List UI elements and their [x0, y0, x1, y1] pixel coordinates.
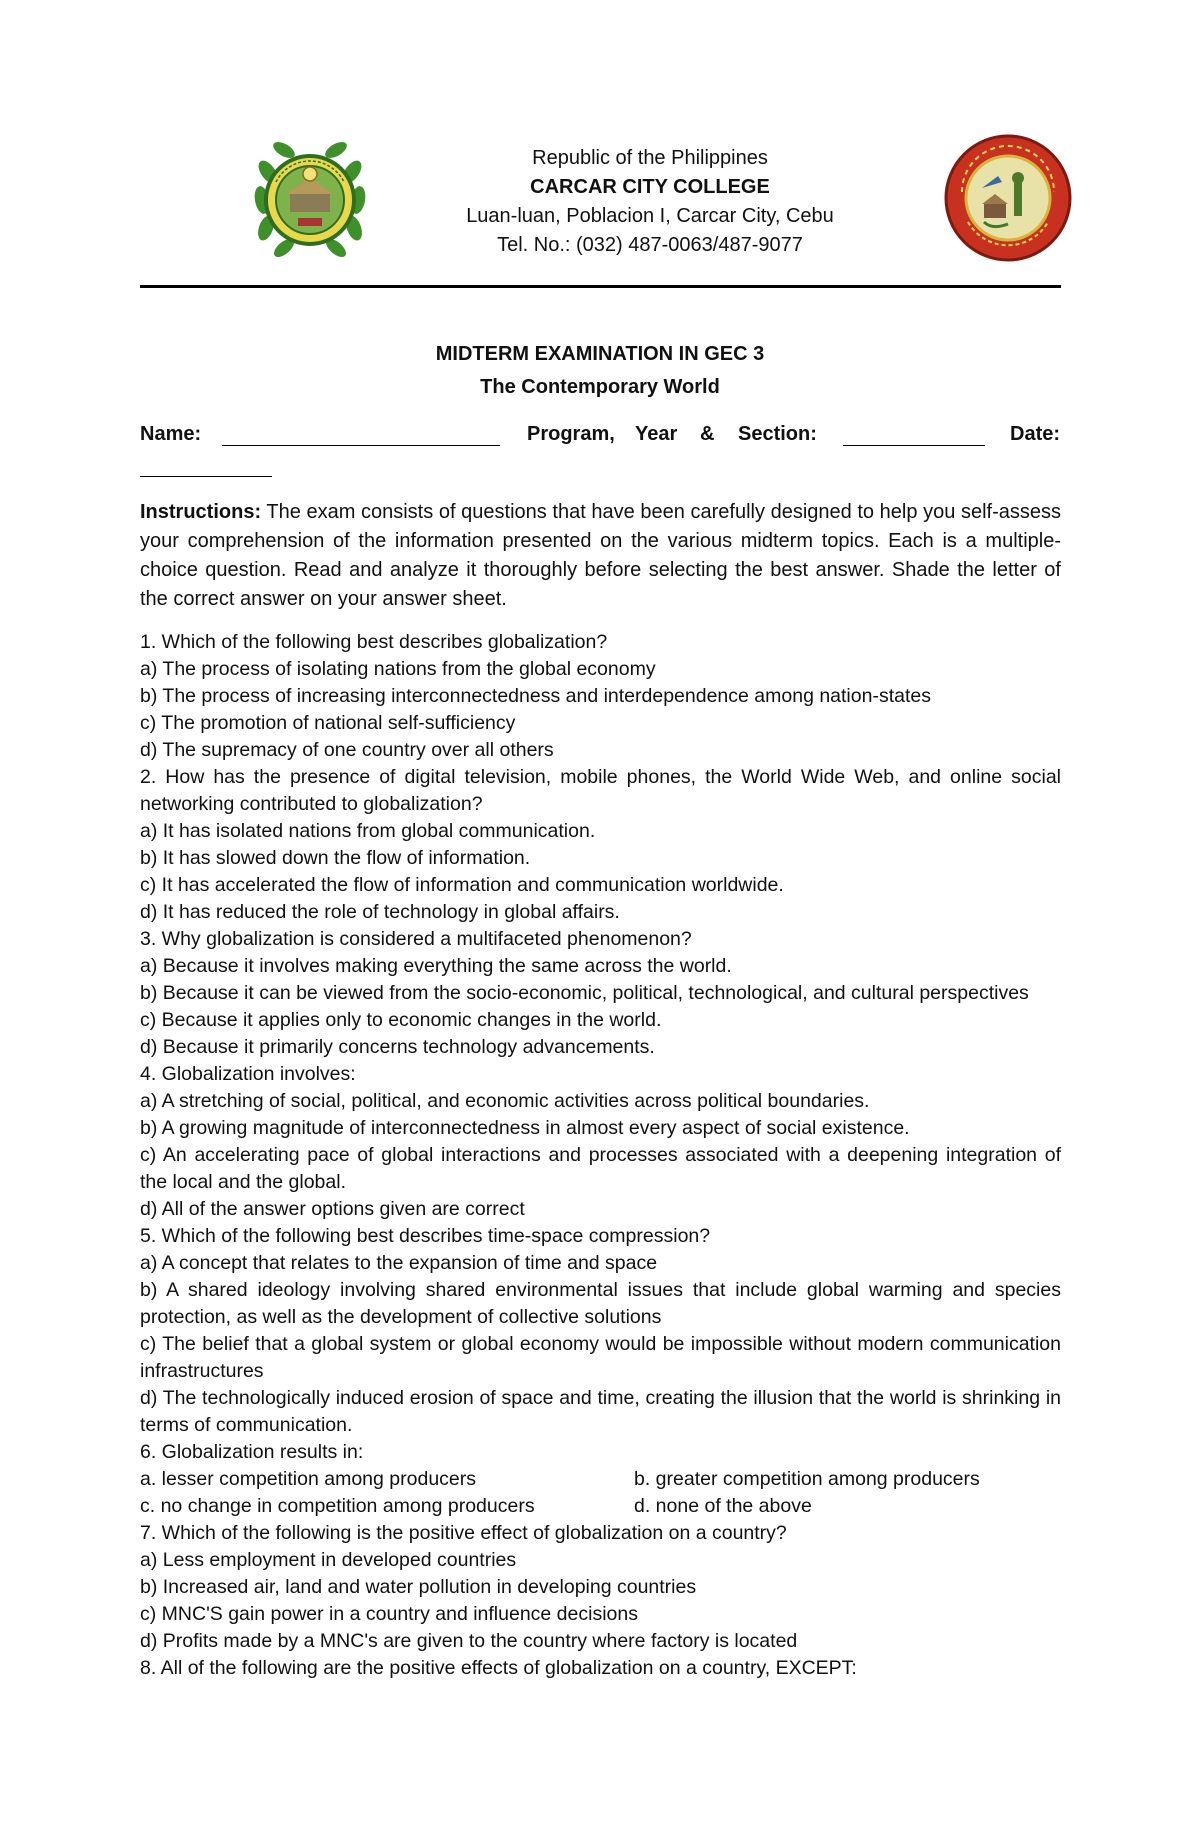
exam-subtitle: The Contemporary World — [480, 376, 720, 398]
instructions-text: The exam consists of questions that have been carefully designed to help you self-assess your comprehension of the information presented on the various midterm topics. Each is a multiple-choice question. Read and analyze it thoroughly before selecting the best answer. Shade the letter of the correct answer on your answer sheet. — [140, 501, 1061, 610]
option-7c: c) MNC'S gain power in a country and influence decisions — [140, 1603, 638, 1625]
question-5: 5. Which of the following best describes time-space compression? — [140, 1225, 711, 1247]
option-5c: c) The belief that a global system or global economy would be impossible without modern communication infrastructures — [140, 1333, 1061, 1382]
date-label: Date: — [1010, 423, 1061, 445]
student-info-row — [140, 423, 1060, 453]
telephone-line: Tel. No.: (032) 487-0063/487-9077 — [497, 234, 803, 256]
name-label: Name: — [140, 423, 202, 445]
city-seal-logo — [942, 132, 1074, 264]
question-1: 1. Which of the following best describes globalization? — [140, 631, 608, 653]
option-2d: d) It has reduced the role of technology in global affairs. — [140, 901, 620, 923]
option-6c: c. no change in competition among producers — [140, 1495, 535, 1517]
date-field[interactable] — [140, 458, 272, 477]
header-divider — [140, 285, 1061, 288]
college-seal-logo — [240, 130, 380, 270]
question-2: 2. How has the presence of digital television, mobile phones, the World Wide Web, and online social networking contributed to globalization? — [140, 766, 1061, 815]
option-4a: a) A stretching of social, political, and economic activities across political boundaries. — [140, 1090, 870, 1112]
option-5a: a) A concept that relates to the expansion of time and space — [140, 1252, 658, 1274]
college-name: CARCAR CITY COLLEGE — [530, 176, 770, 198]
republic-line: Republic of the Philippines — [532, 147, 768, 169]
option-1c: c) The promotion of national self-sufficiency — [140, 712, 516, 734]
option-5b: b) A shared ideology involving shared environmental issues that include global warming and species protection, as well as the development of collective solutions — [140, 1279, 1061, 1328]
option-4d: d) All of the answer options given are correct — [140, 1198, 525, 1220]
ampersand: & — [700, 423, 715, 445]
option-1b: b) The process of increasing interconnectedness and interdependence among nation-states — [140, 685, 931, 707]
program-label: Program, — [527, 423, 615, 445]
instructions-label: Instructions: — [140, 501, 262, 523]
question-3: 3. Why globalization is considered a multifaceted phenomenon? — [140, 928, 692, 950]
option-2a: a) It has isolated nations from global communication. — [140, 820, 596, 842]
option-2b: b) It has slowed down the flow of information. — [140, 847, 531, 869]
question-6: 6. Globalization results in: — [140, 1441, 364, 1463]
option-6b: b. greater competition among producers — [634, 1468, 980, 1490]
option-7b: b) Increased air, land and water pollution in developing countries — [140, 1576, 697, 1598]
option-6a: a. lesser competition among producers — [140, 1468, 477, 1490]
option-3b: b) Because it can be viewed from the socio-economic, political, technological, and cultural perspectives — [140, 982, 1029, 1004]
option-3c: c) Because it applies only to economic changes in the world. — [140, 1009, 662, 1031]
option-2c: c) It has accelerated the flow of information and communication worldwide. — [140, 874, 784, 896]
option-3d: d) Because it primarily concerns technology advancements. — [140, 1036, 655, 1058]
option-1d: d) The supremacy of one country over all others — [140, 739, 554, 761]
year-label: Year — [635, 423, 678, 445]
question-6-row-1 — [140, 1466, 1061, 1493]
question-8: 8. All of the following are the positive effects of globalization on a country, EXCEPT: — [140, 1657, 857, 1679]
instructions-paragraph — [140, 498, 1061, 614]
question-list — [140, 629, 1061, 1682]
option-1a: a) The process of isolating nations from the global economy — [140, 658, 656, 680]
exam-title-block — [140, 338, 1060, 404]
question-4: 4. Globalization involves: — [140, 1063, 356, 1085]
section-label: Section: — [738, 423, 817, 445]
option-4b: b) A growing magnitude of interconnectedness in almost every aspect of social existence. — [140, 1117, 910, 1139]
address-line: Luan-luan, Poblacion I, Carcar City, Cebu — [466, 205, 834, 227]
letterhead-text — [400, 144, 900, 260]
question-7: 7. Which of the following is the positive effect of globalization on a country? — [140, 1522, 787, 1544]
option-7d: d) Profits made by a MNC's are given to the country where factory is located — [140, 1630, 798, 1652]
option-6d: d. none of the above — [634, 1495, 812, 1517]
option-3a: a) Because it involves making everything the same across the world. — [140, 955, 732, 977]
option-4c: c) An accelerating pace of global interactions and processes associated with a deepening integration of the local and the global. — [140, 1144, 1061, 1193]
exam-title: MIDTERM EXAMINATION IN GEC 3 — [435, 343, 765, 365]
option-7a: a) Less employment in developed countries — [140, 1549, 517, 1571]
letterhead-header — [140, 120, 1060, 290]
question-6-row-2 — [140, 1493, 1061, 1520]
option-5d: d) The technologically induced erosion of space and time, creating the illusion that the world is shrinking in terms of communication. — [140, 1387, 1061, 1436]
